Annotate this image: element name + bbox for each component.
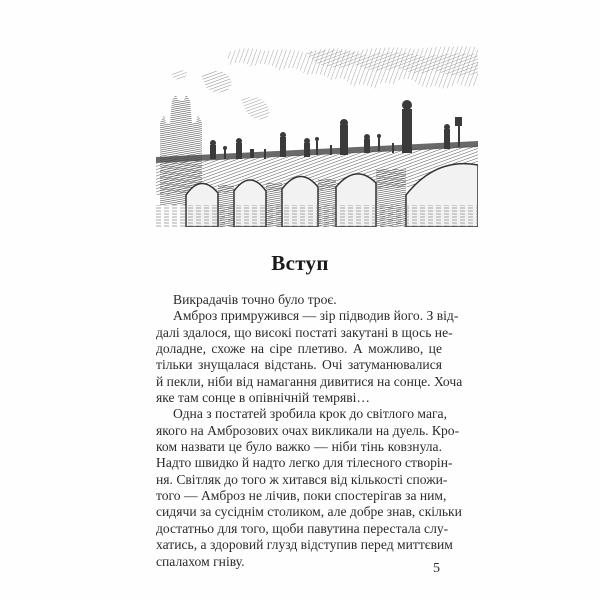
chapter-title: Вступ xyxy=(271,251,329,275)
text-line: ня. Світляк до того ж хитався від кількості спожи- xyxy=(156,471,448,487)
bridge-illustration xyxy=(156,45,478,227)
text-line: далі здалося, що високі постаті закутані в щось не- xyxy=(156,324,453,340)
text-line: Амброз примружився — зір підводив його. З від- xyxy=(173,308,459,324)
text-line: спалахом гніву. xyxy=(156,553,245,569)
text-line: якого на Амброзових очах викликали на дуель. Кро- xyxy=(156,422,460,438)
text-line: Одна з постатей зробила крок до світлого мага, xyxy=(173,406,447,422)
text-line: достатньо для того, щоби павутина перестала слу- xyxy=(156,520,449,536)
text-line: доладне, схоже на сіре плетиво. А можливо, це xyxy=(156,341,442,357)
text-line: Надто швидко й надто легко для тілесного створін- xyxy=(156,455,453,471)
text-line: хатись, а здоровий глузд відступив перед миттєвим xyxy=(156,537,453,553)
text-line: Викрадачів точно було троє. xyxy=(173,292,337,307)
page-number: 5 xyxy=(433,561,440,576)
text-line: й пекли, ніби від намагання дивитися на сонце. Хоча xyxy=(156,373,463,389)
text-line: ком назвати це було важко — ніби тінь ковзнула. xyxy=(156,439,442,455)
body-text xyxy=(156,292,463,570)
text-line: тільки знущалася відстань. Очі затуманювалися xyxy=(156,357,442,373)
text-line: яке там сонце в опівнічній темряві… xyxy=(156,390,371,406)
text-line: сидячи за сусіднім столиком, але добре знав, скільки xyxy=(156,504,462,520)
text-line: того — Амброз не лічив, поки спостерігав за ним, xyxy=(156,488,447,504)
